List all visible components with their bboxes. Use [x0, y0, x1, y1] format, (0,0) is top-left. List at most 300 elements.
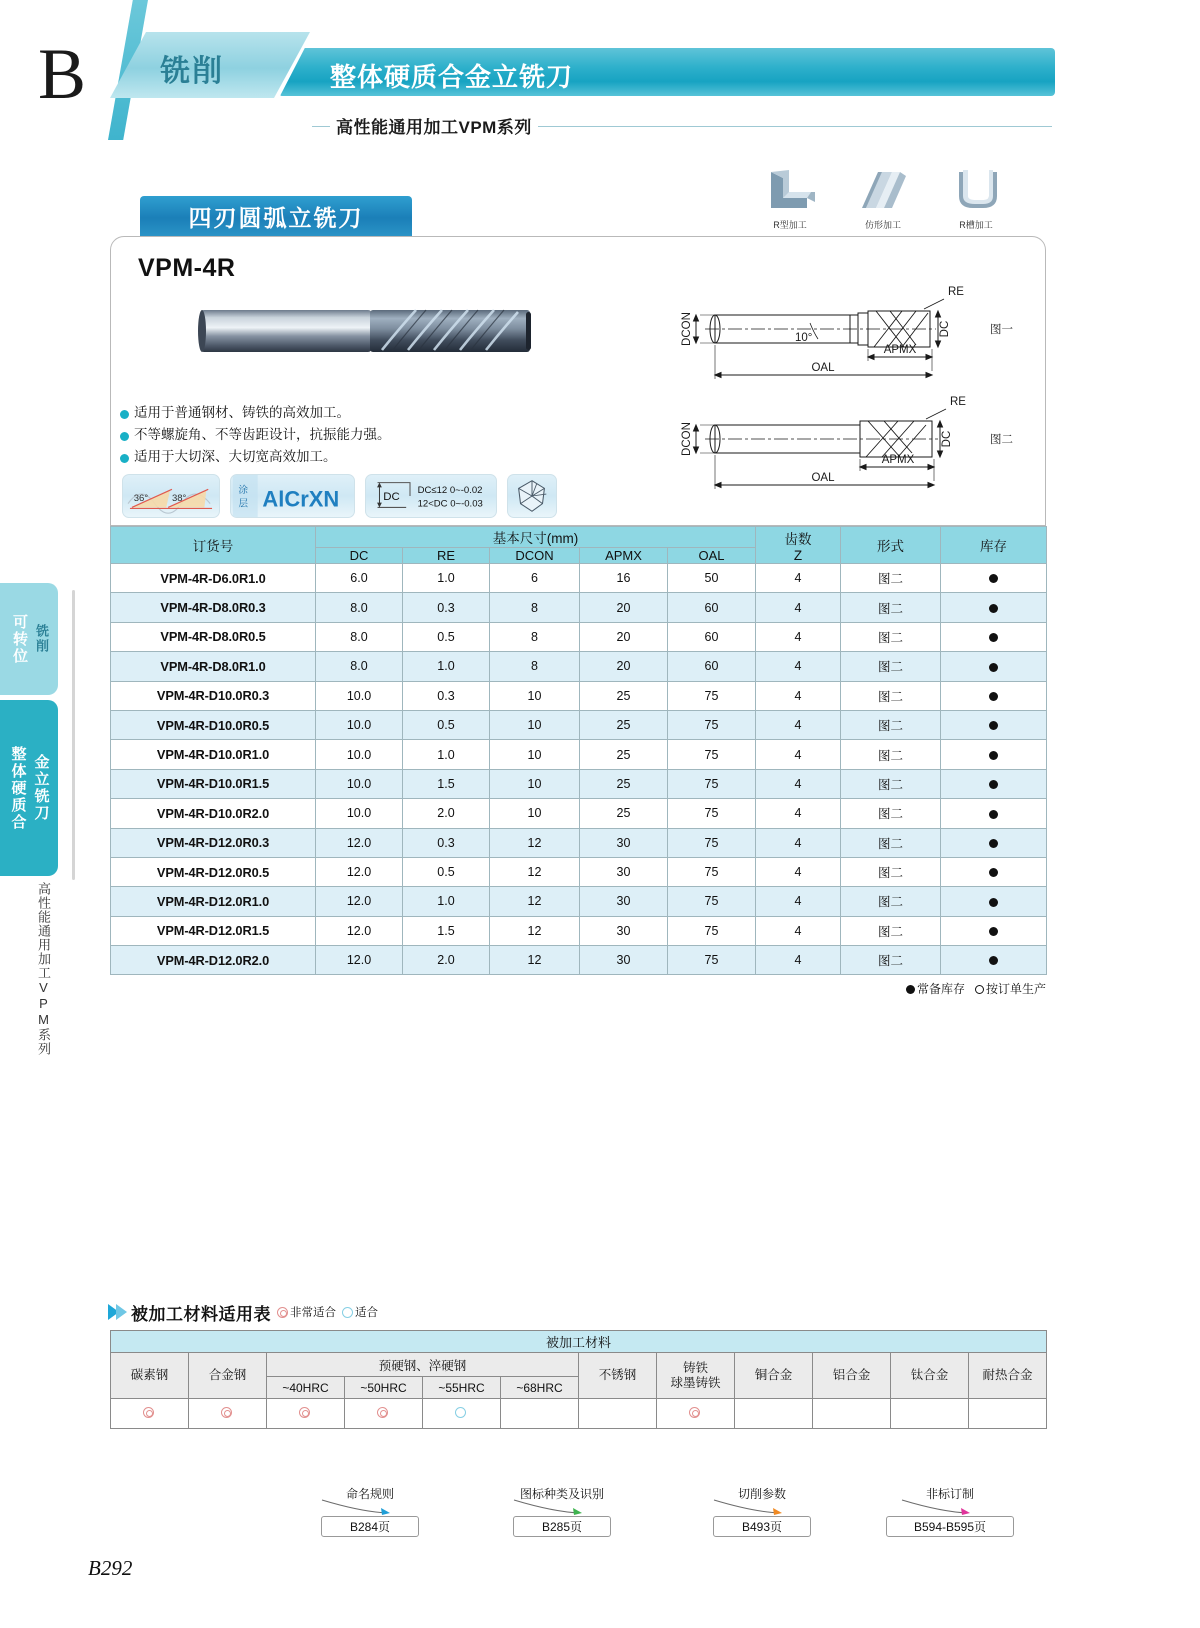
cell-order-no: VPM-4R-D12.0R1.5 — [111, 916, 316, 945]
product-code: VPM-4R — [138, 254, 236, 282]
stock-filled-dot-icon — [989, 574, 998, 583]
cell-re: 0.3 — [403, 593, 490, 622]
cell-oal: 60 — [668, 652, 756, 681]
product-type-tab[interactable] — [140, 196, 412, 236]
stock-filled-dot-icon — [989, 692, 998, 701]
cell-oal: 75 — [668, 740, 756, 769]
ref-icon-types[interactable] — [472, 1485, 652, 1537]
page-header — [0, 0, 1200, 140]
stock-filled-dot-icon — [989, 751, 998, 760]
material-symbol-cell — [969, 1399, 1047, 1429]
cell-re: 2.0 — [403, 946, 490, 975]
cell-z: 4 — [756, 593, 841, 622]
table-row — [111, 946, 1047, 975]
cell-stock — [941, 857, 1047, 886]
symbol-very-suitable-icon — [143, 1407, 154, 1418]
reference-links — [280, 1485, 1070, 1535]
sidebar-tab-indexable-milling[interactable] — [0, 583, 58, 695]
sidebar-tab-solid-carbide-endmill[interactable] — [0, 700, 58, 876]
cell-re: 1.5 — [403, 916, 490, 945]
sidebar-tab-2-line2: 金立铣刀 — [32, 754, 50, 822]
cell-apmx: 30 — [580, 828, 668, 857]
product-type-label: 四刃圆弧立铣刀 — [188, 204, 364, 231]
cell-re: 0.3 — [403, 828, 490, 857]
th-stock: 库存 — [941, 527, 1047, 564]
table-row — [111, 916, 1047, 945]
sidebar-tab-1-line1: 可转位 — [11, 613, 28, 665]
cell-apmx: 25 — [580, 681, 668, 710]
cell-oal: 75 — [668, 799, 756, 828]
cell-dc: 12.0 — [316, 857, 403, 886]
material-col-carbon-steel: 碳素钢 — [111, 1353, 189, 1399]
cell-stock — [941, 652, 1047, 681]
cell-apmx: 30 — [580, 916, 668, 945]
cell-dc: 10.0 — [316, 769, 403, 798]
material-col-55hrc: ~55HRC — [423, 1377, 501, 1399]
ref-page-box[interactable]: B285页 — [513, 1516, 611, 1537]
stock-filled-dot-icon — [989, 780, 998, 789]
fig1-apmx-label: APMX — [883, 344, 917, 356]
material-band-row — [111, 1331, 1047, 1353]
cell-oal: 75 — [668, 769, 756, 798]
ref-arrow-icon — [472, 1498, 652, 1516]
cell-form: 图二 — [841, 828, 941, 857]
cell-form: 图二 — [841, 740, 941, 769]
cell-dc: 12.0 — [316, 887, 403, 916]
cell-dcon: 12 — [490, 828, 580, 857]
ref-cutting-params[interactable] — [672, 1485, 852, 1537]
coating-icon — [231, 475, 354, 517]
material-col-copper-alloy: 铜合金 — [735, 1353, 813, 1399]
material-band-label: 被加工材料 — [111, 1331, 1047, 1353]
material-symbol-row — [111, 1399, 1047, 1429]
cell-z: 4 — [756, 769, 841, 798]
cell-apmx: 30 — [580, 857, 668, 886]
profiling-machining-icon — [852, 168, 914, 212]
cell-dc: 8.0 — [316, 652, 403, 681]
material-symbol-cell — [501, 1399, 579, 1429]
coating-value: AlCrXN — [262, 486, 340, 512]
cell-stock — [941, 799, 1047, 828]
ref-page-box[interactable]: B493页 — [713, 1516, 811, 1537]
fig1-oal-label: OAL — [811, 362, 835, 374]
cell-oal: 50 — [668, 564, 756, 593]
cell-dcon: 10 — [490, 799, 580, 828]
material-symbol-cell — [891, 1399, 969, 1429]
symbol-very-suitable-icon — [299, 1407, 310, 1418]
table-row — [111, 652, 1047, 681]
cell-form: 图二 — [841, 887, 941, 916]
cell-dcon: 8 — [490, 622, 580, 651]
cell-stock — [941, 740, 1047, 769]
material-suitability-table — [110, 1330, 1047, 1429]
double-arrow-icon — [108, 1304, 124, 1320]
cell-z: 4 — [756, 564, 841, 593]
material-col-stainless: 不锈钢 — [579, 1353, 657, 1399]
cell-form: 图二 — [841, 710, 941, 739]
svg-text:DC: DC — [383, 490, 400, 503]
cell-oal: 75 — [668, 857, 756, 886]
cell-z: 4 — [756, 799, 841, 828]
symbol-very-suitable-icon — [221, 1407, 232, 1418]
material-symbol-cell — [423, 1399, 501, 1429]
table-row — [111, 564, 1047, 593]
cell-apmx: 20 — [580, 622, 668, 651]
helix-angle-badge — [122, 474, 220, 518]
sidebar-tab-1-sub — [32, 624, 50, 654]
tolerance-badge — [365, 474, 497, 518]
cell-stock — [941, 946, 1047, 975]
th-apmx: APMX — [580, 548, 668, 564]
material-heading-title: 被加工材料适用表 — [131, 1304, 271, 1324]
bullet-dot-icon — [120, 454, 129, 463]
cell-form: 图二 — [841, 916, 941, 945]
feature-text: 适用于普通钢材、铸铁的高效加工。 — [134, 405, 350, 420]
cell-stock — [941, 769, 1047, 798]
bullet-dot-icon — [120, 432, 129, 441]
cell-order-no: VPM-4R-D10.0R2.0 — [111, 799, 316, 828]
cell-re: 1.5 — [403, 769, 490, 798]
stock-filled-dot-icon — [989, 604, 998, 613]
symbol-suitable-icon — [455, 1407, 466, 1418]
cell-dcon: 10 — [490, 740, 580, 769]
cell-dcon: 10 — [490, 681, 580, 710]
cell-apmx: 30 — [580, 946, 668, 975]
section-letter: B — [38, 34, 87, 114]
cell-z: 4 — [756, 681, 841, 710]
material-symbol-cell — [267, 1399, 345, 1429]
fig1-dc-label: DC — [939, 320, 951, 338]
cell-dc: 8.0 — [316, 622, 403, 651]
cell-stock — [941, 564, 1047, 593]
table-row — [111, 828, 1047, 857]
cell-form: 图二 — [841, 769, 941, 798]
page-number: B292 — [88, 1556, 133, 1580]
cell-oal: 75 — [668, 828, 756, 857]
ref-label: 命名规则 — [345, 1487, 394, 1501]
cell-z: 4 — [756, 857, 841, 886]
ref-naming-rules[interactable] — [280, 1485, 460, 1537]
coating-badge — [230, 474, 355, 518]
cell-re: 0.5 — [403, 710, 490, 739]
machining-icon-profiling — [843, 168, 923, 231]
cell-z: 4 — [756, 652, 841, 681]
cell-dc: 12.0 — [316, 946, 403, 975]
material-col-heat-resistant: 耐热合金 — [969, 1353, 1047, 1399]
sidebar-series-text: 高性能通用加工VPM系列 — [36, 882, 51, 1056]
cast-iron-line1: 铸铁 — [682, 1360, 708, 1375]
cell-re: 2.0 — [403, 799, 490, 828]
material-col-titanium-alloy: 钛合金 — [891, 1353, 969, 1399]
ref-custom-order[interactable] — [860, 1485, 1040, 1537]
table-row — [111, 887, 1047, 916]
material-col-aluminum-alloy: 铝合金 — [813, 1353, 891, 1399]
ref-arrow-icon — [672, 1498, 852, 1516]
cell-form: 图二 — [841, 681, 941, 710]
cell-form: 图二 — [841, 946, 941, 975]
material-col-68hrc: ~68HRC — [501, 1377, 579, 1399]
feature-text: 不等螺旋角、不等齿距设计，抗振能力强。 — [134, 427, 391, 442]
ref-page-box[interactable]: B284页 — [321, 1516, 419, 1537]
material-symbol-cell — [579, 1399, 657, 1429]
cell-dcon: 8 — [490, 593, 580, 622]
material-symbol-cell — [813, 1399, 891, 1429]
feature-item — [120, 427, 550, 443]
dimension-drawings — [660, 275, 1050, 515]
cell-order-no: VPM-4R-D12.0R0.5 — [111, 857, 316, 886]
cell-dc: 10.0 — [316, 799, 403, 828]
th-teeth-symbol: Z — [793, 547, 803, 563]
machining-caption: 仿形加工 — [864, 220, 901, 230]
cell-oal: 75 — [668, 887, 756, 916]
symbol-very-suitable-icon — [689, 1407, 700, 1418]
machining-icon-r-type — [750, 168, 830, 231]
stock-filled-dot-icon — [989, 721, 998, 730]
stock-filled-dot-icon — [989, 663, 998, 672]
flute-count-badge — [507, 474, 557, 518]
cell-re: 1.0 — [403, 887, 490, 916]
cell-z: 4 — [756, 887, 841, 916]
svg-text:层: 层 — [238, 498, 249, 510]
cell-order-no: VPM-4R-D8.0R1.0 — [111, 652, 316, 681]
fig1-caption: 图一 — [990, 324, 1013, 336]
material-symbol-cell — [657, 1399, 735, 1429]
sidebar-tab-1-line2: 铣削 — [34, 624, 49, 654]
fig1-angle-label: 10° — [795, 332, 813, 344]
tolerance-icon — [366, 475, 496, 517]
cell-dcon: 12 — [490, 946, 580, 975]
cell-dcon: 8 — [490, 652, 580, 681]
cell-re: 1.0 — [403, 740, 490, 769]
cell-stock — [941, 916, 1047, 945]
cell-order-no: VPM-4R-D6.0R1.0 — [111, 564, 316, 593]
material-group-prehardened: 预硬钢、淬硬钢 — [267, 1353, 579, 1377]
sidebar-tab-2-label — [7, 746, 29, 831]
ref-label: 切削参数 — [737, 1487, 786, 1501]
stock-filled-dot-icon — [989, 633, 998, 642]
th-dc: DC — [316, 548, 403, 564]
cell-order-no: VPM-4R-D12.0R2.0 — [111, 946, 316, 975]
feature-item — [120, 405, 550, 421]
legend-very-suitable-label: 非常适合 — [290, 1307, 336, 1319]
th-re: RE — [403, 548, 490, 564]
cell-dc: 12.0 — [316, 916, 403, 945]
helix-angle-icon — [123, 475, 219, 517]
cell-oal: 75 — [668, 916, 756, 945]
r-type-machining-icon — [759, 168, 821, 212]
cell-form: 图二 — [841, 799, 941, 828]
fig2-caption: 图二 — [990, 434, 1013, 446]
cell-dcon: 12 — [490, 887, 580, 916]
stock-legend — [110, 980, 1046, 997]
ref-arrow-icon — [860, 1498, 1040, 1516]
th-oal: OAL — [668, 548, 756, 564]
machining-type-icons — [750, 168, 1030, 230]
cell-re: 1.0 — [403, 564, 490, 593]
legend-suitable-label: 适合 — [355, 1307, 378, 1319]
symbol-very-suitable-icon — [377, 1407, 388, 1418]
cell-apmx: 30 — [580, 887, 668, 916]
cell-dc: 8.0 — [316, 593, 403, 622]
cell-re: 0.5 — [403, 857, 490, 886]
material-legend — [277, 1304, 378, 1320]
material-col-cast-iron — [657, 1353, 735, 1399]
cell-stock — [941, 622, 1047, 651]
cell-dcon: 10 — [490, 769, 580, 798]
table-row — [111, 710, 1047, 739]
cell-re: 0.5 — [403, 622, 490, 651]
table-row — [111, 681, 1047, 710]
page-title: 整体硬质合金立铣刀 — [330, 62, 574, 92]
ref-page-box[interactable]: B594-B595页 — [886, 1516, 1014, 1537]
legend-order-label: 按订单生产 — [985, 982, 1046, 996]
table-header-row-1 — [111, 527, 1047, 548]
cell-order-no: VPM-4R-D10.0R0.5 — [111, 710, 316, 739]
table-row — [111, 769, 1047, 798]
cell-apmx: 25 — [580, 769, 668, 798]
cell-oal: 75 — [668, 681, 756, 710]
table-row — [111, 622, 1047, 651]
cell-re: 1.0 — [403, 652, 490, 681]
cell-stock — [941, 593, 1047, 622]
sidebar-tab-2-sub — [30, 754, 52, 822]
cell-oal: 60 — [668, 593, 756, 622]
table-row — [111, 799, 1047, 828]
svg-text:涂: 涂 — [238, 485, 249, 497]
fig2-apmx-label: APMX — [881, 454, 915, 466]
feature-text: 适用于大切深、大切宽高效加工。 — [134, 449, 337, 464]
cell-order-no: VPM-4R-D12.0R1.0 — [111, 887, 316, 916]
cell-apmx: 20 — [580, 593, 668, 622]
cell-form: 图二 — [841, 622, 941, 651]
cell-z: 4 — [756, 946, 841, 975]
material-symbol-cell — [735, 1399, 813, 1429]
sidebar-tab-2-line1: 整体硬质合 — [9, 745, 27, 831]
cell-z: 4 — [756, 710, 841, 739]
fig1-dcon-label: DCON — [681, 312, 693, 346]
material-group-row — [111, 1353, 1047, 1377]
th-teeth-label: 齿数 — [784, 531, 812, 547]
cell-form: 图二 — [841, 652, 941, 681]
legend-stock-label: 常备库存 — [916, 982, 965, 996]
cell-apmx: 16 — [580, 564, 668, 593]
cell-apmx: 20 — [580, 652, 668, 681]
bullet-dot-icon — [120, 410, 129, 419]
svg-text:12<DC 0~-0.03: 12<DC 0~-0.03 — [417, 498, 483, 510]
cell-order-no: VPM-4R-D10.0R0.3 — [111, 681, 316, 710]
cell-stock — [941, 828, 1047, 857]
symbol-very-suitable-icon — [277, 1307, 288, 1318]
material-col-50hrc: ~50HRC — [345, 1377, 423, 1399]
material-symbol-cell — [111, 1399, 189, 1429]
table-row — [111, 740, 1047, 769]
stock-filled-dot-icon — [989, 927, 998, 936]
cell-dc: 6.0 — [316, 564, 403, 593]
legend-open-dot-icon — [975, 985, 984, 994]
header-section-label: 铣削 — [160, 55, 224, 88]
cell-z: 4 — [756, 622, 841, 651]
svg-text:DC≤12 0~-0.02: DC≤12 0~-0.02 — [417, 485, 483, 497]
cell-re: 0.3 — [403, 681, 490, 710]
th-teeth — [756, 527, 841, 564]
helix-angle-2: 38° — [171, 492, 187, 504]
helix-angle-1: 36° — [133, 492, 149, 504]
product-spec-table — [110, 526, 1047, 975]
cell-apmx: 25 — [580, 710, 668, 739]
ref-label: 非标订制 — [925, 1487, 974, 1501]
cell-oal: 75 — [668, 946, 756, 975]
stock-filled-dot-icon — [989, 898, 998, 907]
fig2-dc-label: DC — [941, 430, 953, 448]
cell-form: 图二 — [841, 857, 941, 886]
fig2-oal-label: OAL — [811, 472, 835, 484]
cell-dcon: 6 — [490, 564, 580, 593]
stock-filled-dot-icon — [989, 839, 998, 848]
cell-stock — [941, 887, 1047, 916]
cell-order-no: VPM-4R-D10.0R1.0 — [111, 740, 316, 769]
th-form: 形式 — [841, 527, 941, 564]
th-order-no: 订货号 — [111, 527, 316, 564]
cell-stock — [941, 681, 1047, 710]
th-basic-dims: 基本尺寸(mm) — [316, 527, 756, 548]
feature-list — [120, 405, 550, 471]
sidebar-tab-1-label — [8, 614, 30, 665]
table-row — [111, 857, 1047, 886]
cell-dc: 10.0 — [316, 740, 403, 769]
cell-z: 4 — [756, 916, 841, 945]
cell-dcon: 12 — [490, 857, 580, 886]
fig1-re-label: RE — [948, 286, 964, 298]
cell-z: 4 — [756, 828, 841, 857]
cell-dc: 10.0 — [316, 710, 403, 739]
cell-dc: 10.0 — [316, 681, 403, 710]
material-col-alloy-steel: 合金钢 — [189, 1353, 267, 1399]
cell-order-no: VPM-4R-D8.0R0.5 — [111, 622, 316, 651]
cell-form: 图二 — [841, 564, 941, 593]
ref-label: 图标种类及识别 — [519, 1487, 604, 1501]
r-groove-machining-icon — [945, 168, 1007, 212]
legend-filled-dot-icon — [906, 985, 915, 994]
cell-oal: 60 — [668, 622, 756, 651]
cell-order-no: VPM-4R-D8.0R0.3 — [111, 593, 316, 622]
machining-caption: R型加工 — [773, 220, 807, 230]
stock-filled-dot-icon — [989, 956, 998, 965]
cell-apmx: 25 — [580, 799, 668, 828]
fig2-dcon-label: DCON — [681, 422, 693, 456]
machining-caption: R槽加工 — [959, 220, 993, 230]
feature-item — [120, 449, 550, 465]
four-flute-cross-section-icon — [508, 475, 556, 517]
cell-dc: 12.0 — [316, 828, 403, 857]
cell-order-no: VPM-4R-D12.0R0.3 — [111, 828, 316, 857]
cast-iron-line2: 球墨铸铁 — [670, 1375, 721, 1390]
cell-dcon: 10 — [490, 710, 580, 739]
th-dcon: DCON — [490, 548, 580, 564]
machining-icon-r-groove — [936, 168, 1016, 231]
material-symbol-cell — [189, 1399, 267, 1429]
sidebar-rail — [72, 590, 75, 880]
cell-oal: 75 — [668, 710, 756, 739]
stock-filled-dot-icon — [989, 868, 998, 877]
tool-photo — [196, 300, 536, 362]
table-row — [111, 593, 1047, 622]
cell-order-no: VPM-4R-D10.0R1.5 — [111, 769, 316, 798]
material-symbol-cell — [345, 1399, 423, 1429]
cell-z: 4 — [756, 740, 841, 769]
ref-arrow-icon — [280, 1498, 460, 1516]
header-subtitle: 高性能通用加工VPM系列 — [330, 113, 538, 138]
symbol-suitable-icon — [342, 1307, 353, 1318]
